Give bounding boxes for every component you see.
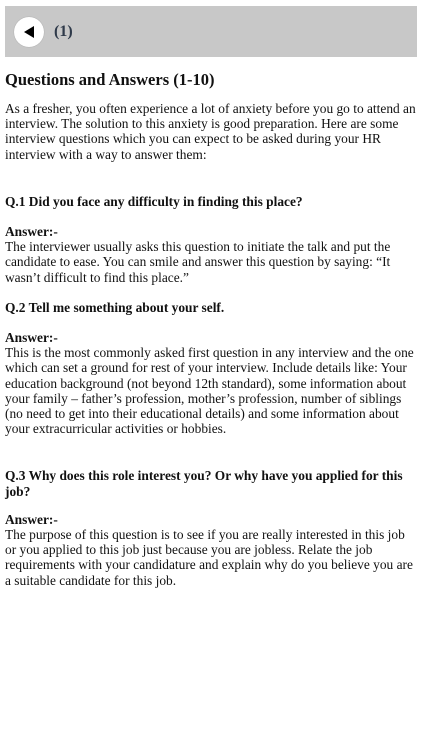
question-3: Q.3 Why does this role interest you? Or why have you applied for this job? [5, 468, 403, 499]
intro-paragraph: As a fresher, you often experience a lot of anxiety before you go to attend an interview. The solution to this anxiety is good preparation. Here are some interview questions which you can expect to be asked during your HR interview with a way to answer them: [5, 101, 416, 162]
answer-label-2: Answer:- [5, 330, 58, 346]
answer-2: This is the most commonly asked first question in any interview and the one which can set a ground for rest of your interview. Include details like: Your education background (not beyond 12th standard), some information about your family – father’s profession, mother’s profession, number of siblings (no need to get into their educational details) and some information about your extracurricular activities or hobbies. [5, 345, 414, 437]
page-title: Questions and Answers (1-10) [5, 70, 215, 89]
page-number: (1) [54, 22, 73, 40]
answer-3: The purpose of this question is to see if you are really interested in this job or you applied to this job just because you are jobless. Relate the job requirements with your candidature and explain why do you believe you are a suitable candidate for this job. [5, 527, 413, 588]
answer-1: The interviewer usually asks this question to initiate the talk and put the candidate to ease. You can smile and answer this question by saying: “It wasn’t difficult to find this place.” [5, 239, 391, 285]
question-2: Q.2 Tell me something about your self. [5, 299, 225, 315]
back-triangle-icon [22, 25, 36, 39]
back-button[interactable] [14, 17, 44, 47]
answer-label-3: Answer:- [5, 511, 58, 527]
top-bar [5, 6, 417, 57]
question-1: Q.1 Did you face any difficulty in finding this place? [5, 193, 303, 209]
article-content [5, 70, 417, 603]
answer-label-1: Answer:- [5, 224, 58, 240]
